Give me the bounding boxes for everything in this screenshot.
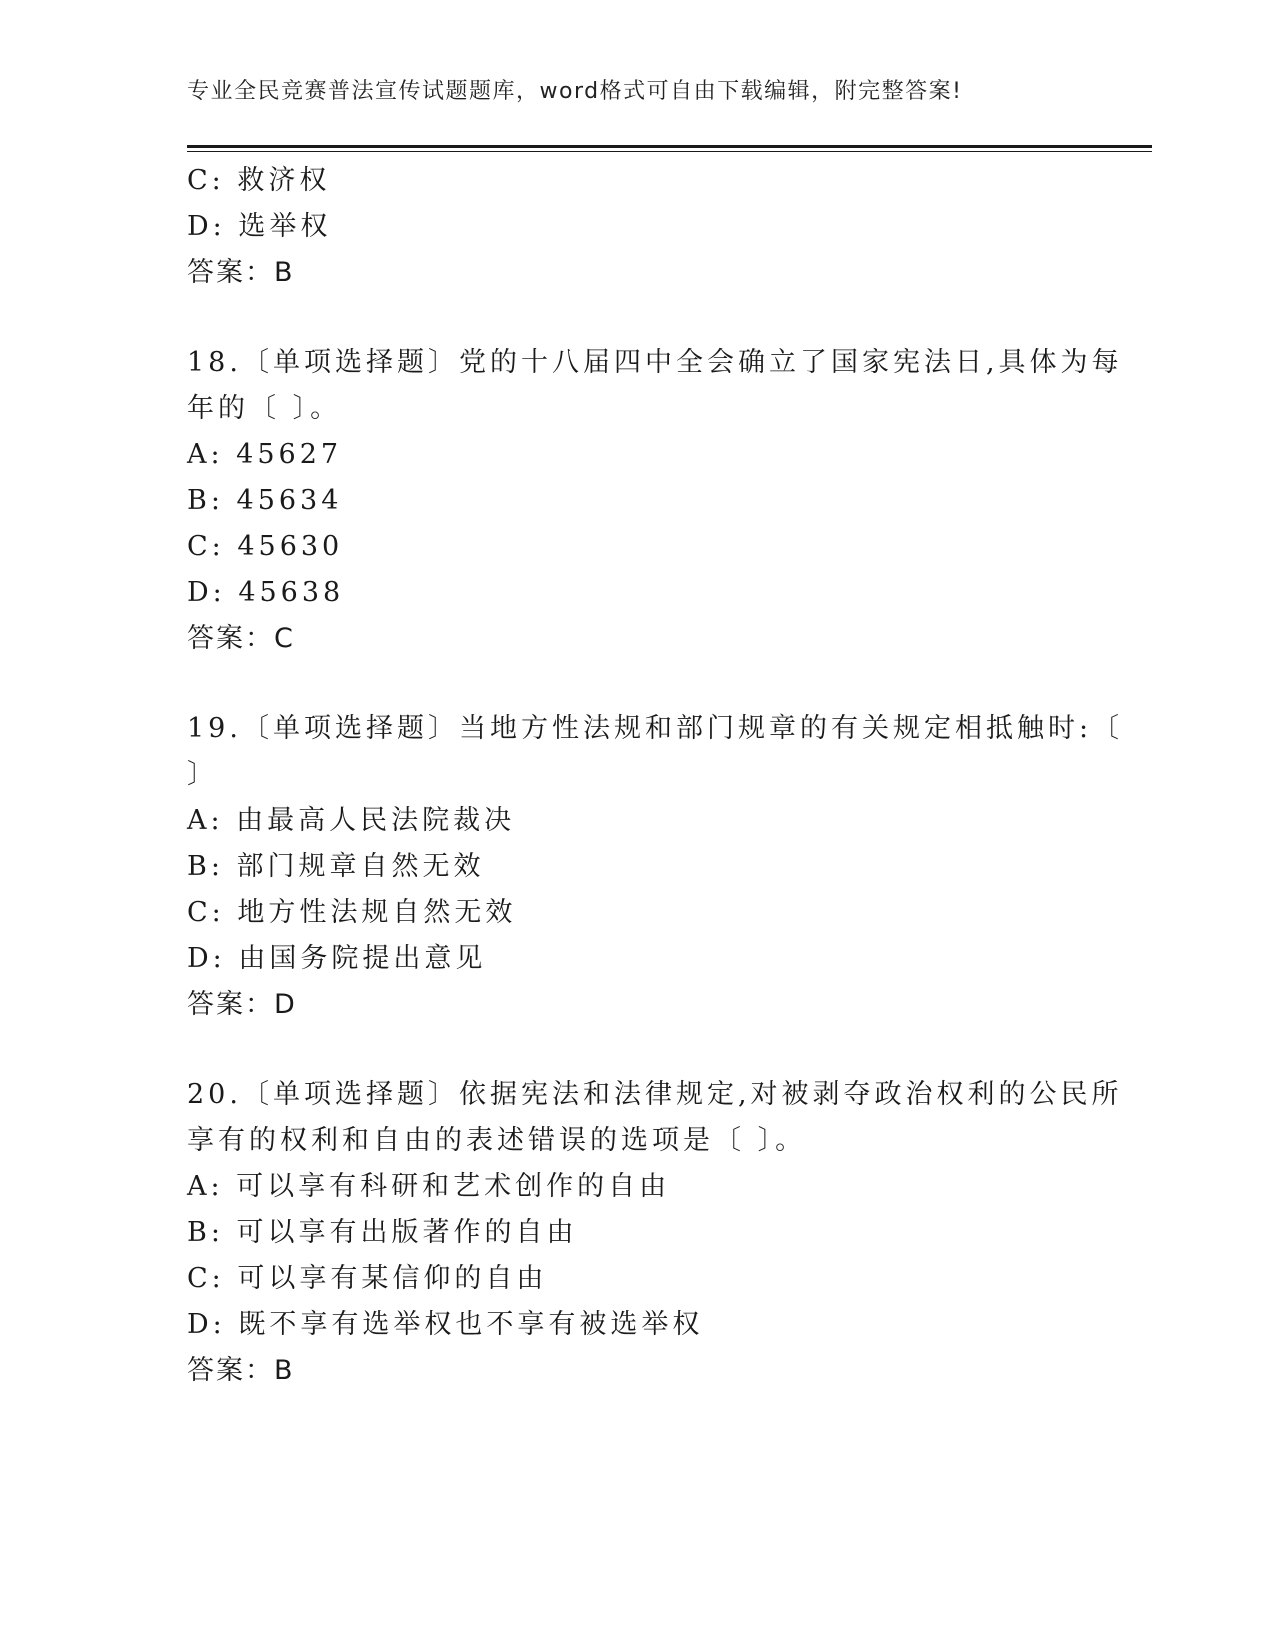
option-a: A: 由最高人民法院裁决: [187, 805, 516, 836]
option-a: A: 45627: [187, 439, 343, 470]
option-d: D: 选举权: [187, 211, 332, 242]
question-20: [187, 1072, 1123, 1394]
option-c: C: 救济权: [187, 165, 331, 196]
question-stem: 19.〔单项选择题〕当地方性法规和部门规章的有关规定相抵触时:〔: [187, 713, 1124, 744]
answer-line: 答案：B: [187, 257, 295, 288]
option-d: D: 既不享有选举权也不享有被选举权: [187, 1309, 704, 1340]
answer-line: 答案：D: [187, 989, 297, 1020]
option-a: A: 可以享有科研和艺术创作的自由: [187, 1171, 671, 1202]
question-stem: 18.〔单项选择题〕党的十八届四中全会确立了国家宪法日,具体为每: [187, 347, 1123, 378]
option-d: D: 45638: [187, 577, 345, 608]
page-header: 专业全民竞赛普法宣传试题题库，word格式可自由下载编辑，附完整答案!: [187, 79, 963, 104]
option-b: B: 部门规章自然无效: [187, 851, 485, 882]
answer-line: 答案：C: [187, 623, 295, 654]
question-19: [187, 706, 1124, 1028]
question-fragment-17: [187, 158, 1087, 296]
option-b: B: 45634: [187, 485, 343, 516]
question-stem: 20.〔单项选择题〕依据宪法和法律规定,对被剥夺政治权利的公民所: [187, 1079, 1123, 1110]
question-stem: 享有的权利和自由的表述错误的选项是〔 〕。: [187, 1125, 807, 1156]
header-rule-thick: [187, 145, 1152, 148]
option-c: C: 可以享有某信仰的自由: [187, 1263, 548, 1294]
header-rule-thin: [187, 151, 1152, 152]
option-d: D: 由国务院提出意见: [187, 943, 487, 974]
question-stem: 〕: [187, 759, 218, 790]
option-c: C: 45630: [187, 531, 344, 562]
option-b: B: 可以享有出版著作的自由: [187, 1217, 578, 1248]
option-c: C: 地方性法规自然无效: [187, 897, 517, 928]
document-body: [187, 158, 1124, 1394]
question-stem: 年的〔 〕。: [187, 393, 342, 424]
question-18: [187, 340, 1123, 662]
answer-line: 答案：B: [187, 1355, 295, 1386]
